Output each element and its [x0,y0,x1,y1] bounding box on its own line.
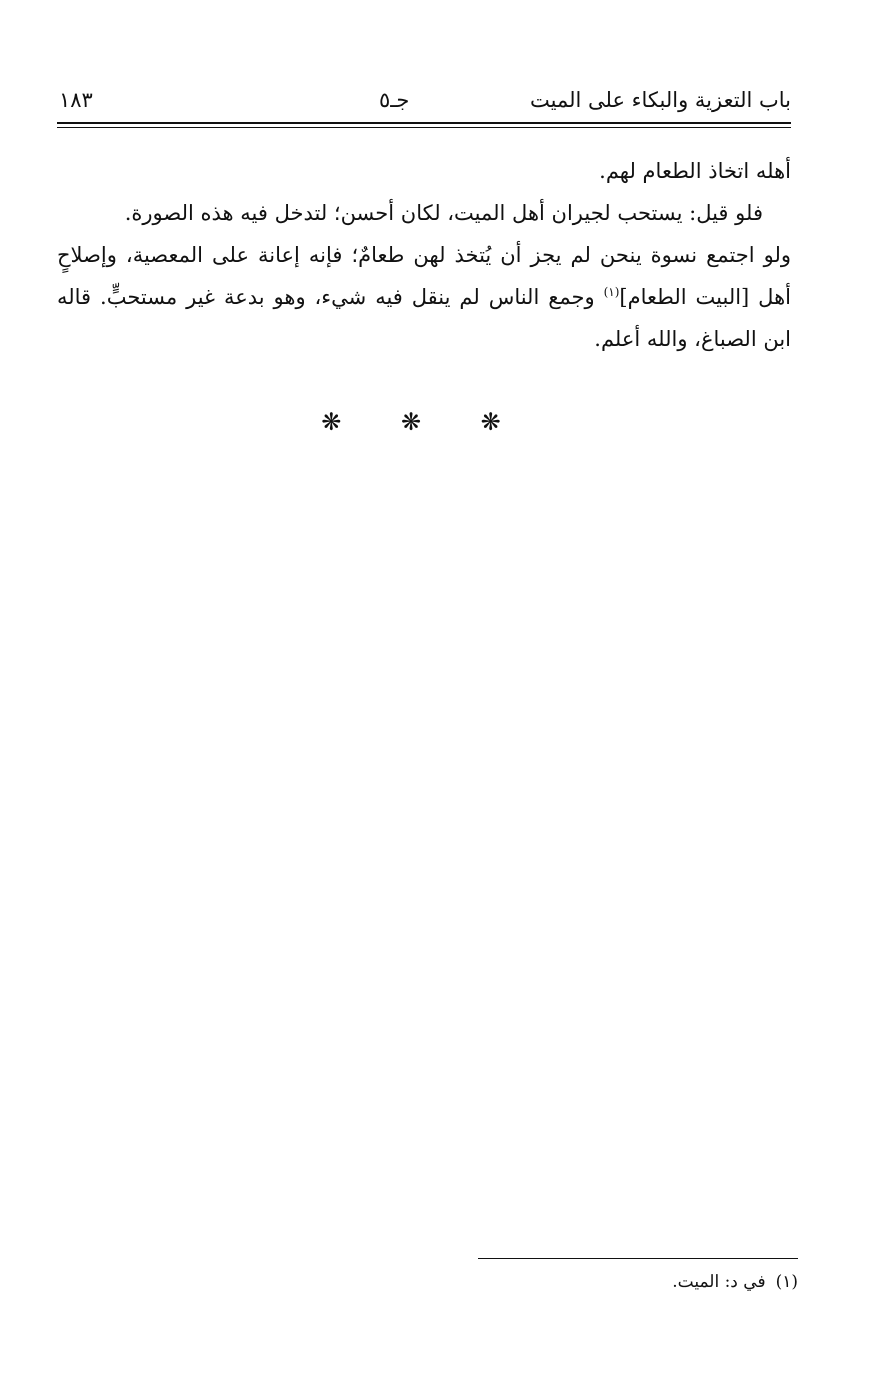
section-separator: ❋ ❋ ❋ [321,408,527,436]
page-header [57,84,791,118]
header-rule-thin [57,127,791,128]
footnote-reference[interactable]: (١) [603,285,620,299]
text-paragraph-2: فلو قيل: يستحب لجيران أهل الميت، لكان أحسن؛ لتدخل فيه هذه الصورة. [124,201,763,225]
footnote-rule [478,1258,798,1259]
main-text [57,150,791,360]
footnote-number: (١) [775,1272,798,1292]
header-rule-thick [57,122,791,124]
paragraph-3-part-2: وجمع الناس لم ينقل فيه شيء، وهو بدعة غير مستحبٍّ. قاله ابن الصباغ، والله أعلم. [57,285,791,351]
footnote [478,1268,798,1296]
footnote-text: في د: الميت. [672,1272,766,1292]
chapter-title: باب التعزية والبكاء على الميت [529,88,791,112]
text-line-1: أهله اتخاذ الطعام لهم. [599,159,791,183]
text-paragraph-3 [57,234,791,360]
page-number: ١٨٣ [59,88,93,112]
volume-label: جـ٥ [379,88,410,112]
paragraph-3-part-1: ولو اجتمع نسوة ينحن لم يجز أن يُتخذ لهن طعامٌ؛ فإنه إعانة على المعصية، وإصلاحٍ أهل [البيت الطعام] [57,243,791,309]
